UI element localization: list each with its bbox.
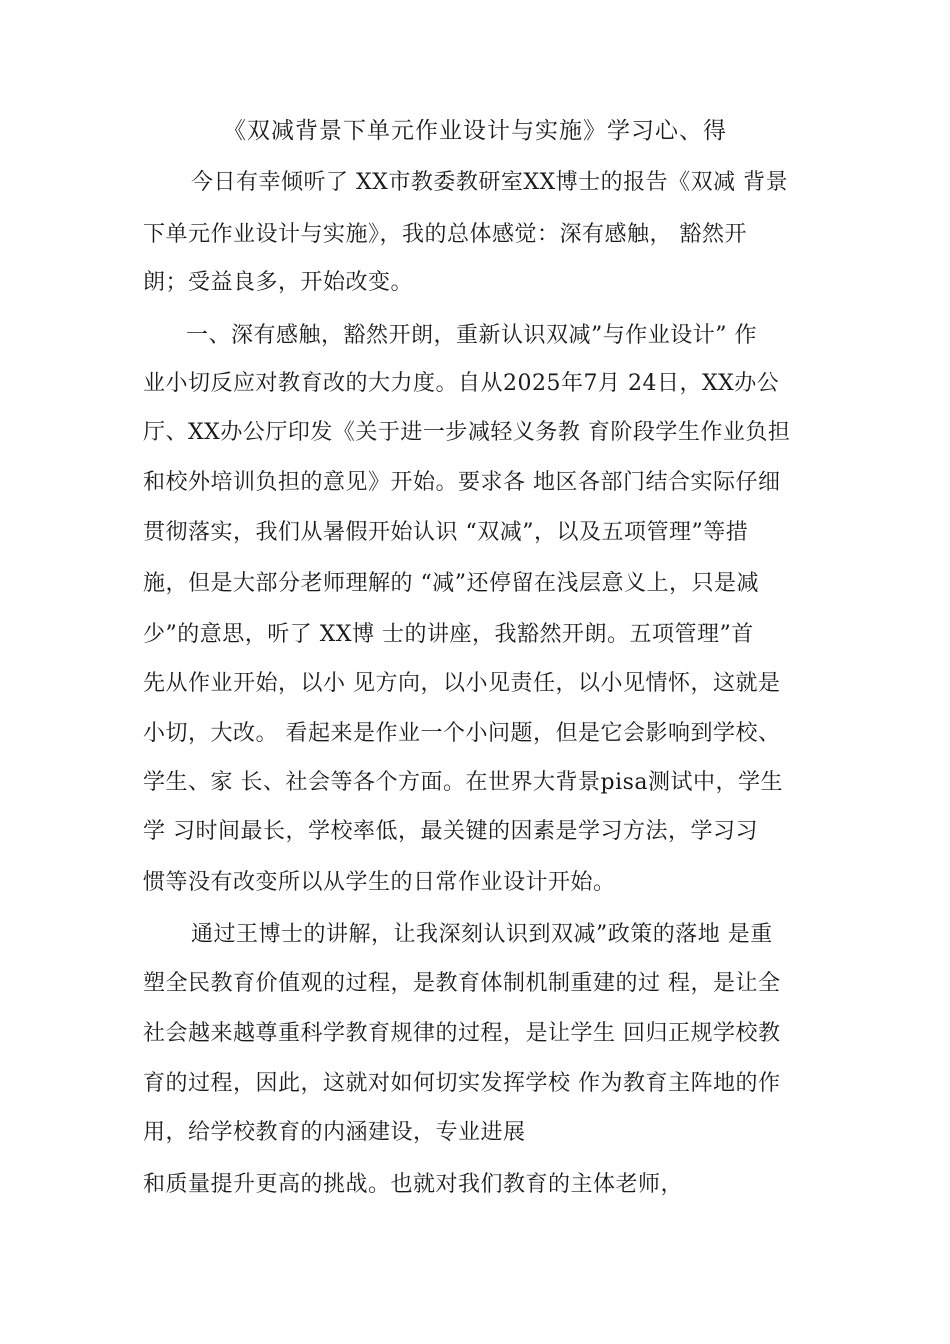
paragraph-line: 用，给学校教育的内涵建设，专业进展 — [143, 1120, 526, 1145]
paragraph-line: 下单元作业设计与实施》，我的总体感觉：深有感触， 豁然开 — [143, 222, 747, 247]
paragraph-line: 贯彻落实，我们从暑假开始认识 “双减”，以及五项管理”等措 — [143, 520, 749, 545]
paragraph-line: 先从作业开始，以小 见方向，以小见责任，以小见情怀，这就是 — [143, 671, 781, 696]
paragraph-line: 一、深有感触，豁然开朗，重新认识双减”与作业设计” 作 — [186, 323, 757, 348]
paragraph-line: 惯等没有改变所以从学生的日常作业设计开始。 — [143, 870, 616, 895]
paragraph-line: 今日有幸倾听了 XX市教委教研室XX博士的报告《双减 背景 — [191, 170, 789, 195]
paragraph-line: 业小切反应对教育改的大力度。自从2025年7月 24日，XX办公 — [143, 371, 780, 396]
paragraph-line: 育的过程，因此，这就对如何切实发挥学校 作为教育主阵地的作 — [143, 1071, 781, 1096]
paragraph-line: 施，但是大部分老师理解的 “减”还停留在浅层意义上，只是减 — [143, 571, 759, 596]
paragraph-line: 少”的意思，听了 XX博 士的讲座，我豁然开朗。五项管理”首 — [143, 622, 754, 647]
paragraph-line: 塑全民教育价值观的过程，是教育体制机制重建的过 程，是让全 — [143, 971, 781, 996]
paragraph-line: 和校外培训负担的意见》开始。要求各 地区各部门结合实际仔细 — [143, 470, 781, 495]
paragraph-line: 社会越来越尊重科学教育规律的过程，是让学生 回归正规学校教 — [143, 1021, 781, 1046]
paragraph-line: 小切，大改。 看起来是作业一个小问题，但是它会影响到学校、 — [143, 721, 781, 746]
paragraph-line: 和质量提升更高的挑战。也就对我们教育的主体老师， — [143, 1172, 684, 1197]
paragraph-line: 学 习时间最长，学校率低，最关键的因素是学习方法，学习习 — [143, 819, 758, 844]
paragraph-line: 厅、XX办公厅印发《关于进一步减轻义务教 育阶段学生作业负担 — [143, 420, 791, 445]
document-title: 《双减背景下单元作业设计与实施》学习心、得 — [223, 118, 727, 144]
paragraph-line: 学生、家 长、社会等各个方面。在世界大背景pisa测试中，学生 — [143, 770, 784, 795]
paragraph-line: 通过王博士的讲解，让我深刻认识到双减”政策的落地 是重 — [191, 922, 773, 947]
paragraph-line: 朗；受益良多，开始改变。 — [143, 270, 414, 295]
